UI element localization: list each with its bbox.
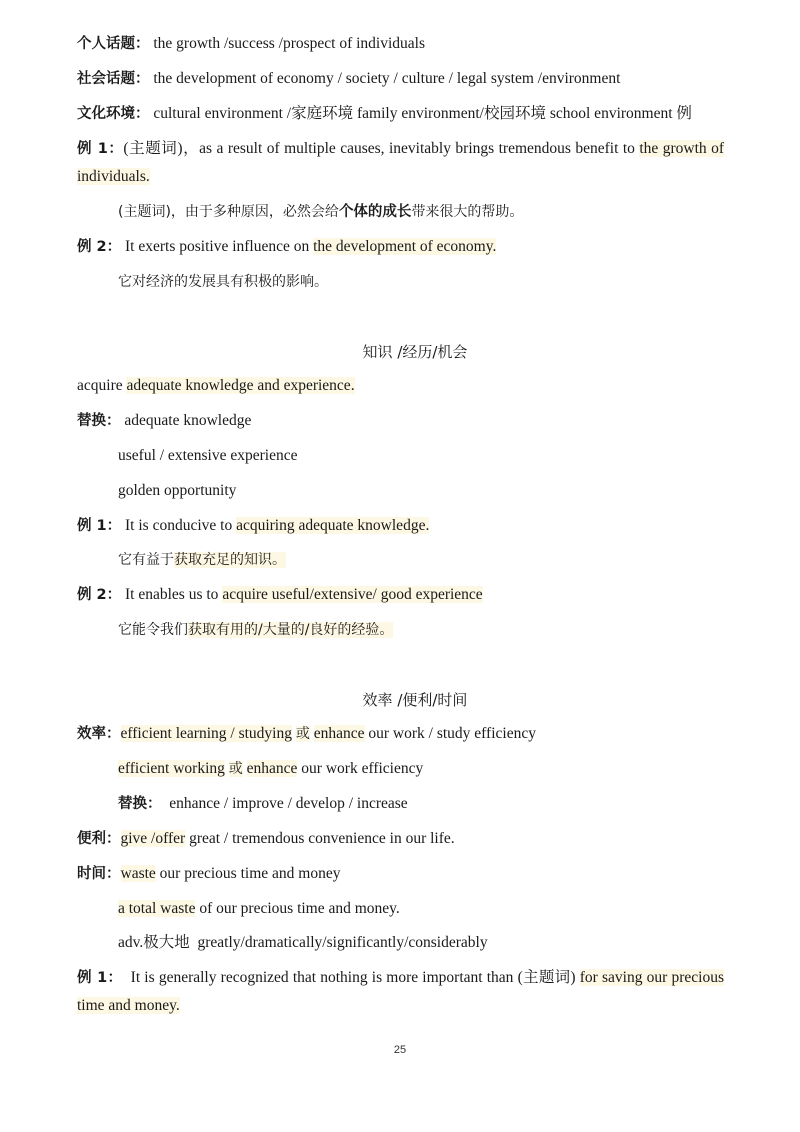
- knowledge-example-2: [77, 581, 724, 609]
- knowledge-example-2-label: 例 2：: [77, 587, 122, 603]
- example-1-label: 例 1：: [77, 141, 124, 157]
- time-2-highlight: a total waste: [118, 900, 196, 917]
- convenience-rest: great / tremendous convenience in our life.: [185, 830, 455, 847]
- knowledge-intro-pre: acquire: [77, 377, 127, 394]
- time-label: 时间：: [77, 866, 121, 882]
- knowledge-example-1-label: 例 1：: [77, 518, 122, 534]
- efficiency-replace-line: [118, 790, 724, 818]
- convenience-highlight: give /offer: [120, 830, 186, 847]
- example-1-zh-bold: 个体的成长: [338, 204, 412, 220]
- knowledge-example-2-zh-pre: 它能令我们: [118, 622, 188, 638]
- page-number: 25: [393, 1044, 407, 1056]
- knowledge-example-1-translation: [118, 546, 724, 574]
- adverb-line: [118, 929, 724, 957]
- efficiency-example-1-text: It is generally recognized that nothing is more important than (主题词): [130, 969, 580, 986]
- adverb-text: greatly/dramatically/significantly/considerably: [197, 934, 488, 951]
- knowledge-intro-highlight: adequate knowledge and experience.: [126, 377, 355, 394]
- time-line-2: [118, 895, 724, 923]
- convenience-label: 便利：: [77, 831, 121, 847]
- efficiency-line-2: [118, 755, 724, 783]
- efficiency-replace-text: enhance / improve / develop / increase: [169, 795, 408, 812]
- efficiency-example-1: [77, 964, 724, 1020]
- knowledge-section-heading: 知识 /经历/机会: [362, 343, 468, 361]
- social-topic-label: 社会话题：: [77, 71, 150, 87]
- efficiency-section-heading: 效率 /便利/时间: [362, 691, 468, 709]
- efficiency-highlight-1: efficient learning / studying: [120, 725, 292, 742]
- time-rest: our precious time and money: [155, 865, 341, 882]
- example-2: [77, 233, 724, 261]
- time-2-rest: of our precious time and money.: [195, 900, 400, 917]
- efficiency-or: 或: [295, 726, 310, 742]
- example-1: [77, 135, 724, 191]
- knowledge-example-1-zh-highlight: 获取充足的知识。: [174, 552, 286, 568]
- personal-topic-label: 个人话题：: [77, 36, 150, 52]
- efficiency-label: 效率：: [77, 726, 121, 742]
- efficiency-highlight-2: enhance: [313, 725, 365, 742]
- knowledge-replace-item-3: golden opportunity: [118, 482, 237, 499]
- efficiency-2-or: 或: [228, 761, 243, 777]
- example-2-zh: 它对经济的发展具有积极的影响。: [118, 274, 328, 290]
- efficiency-example-1-highlight: for saving our precious time and money.: [77, 969, 724, 1014]
- knowledge-replace-label: 替换：: [77, 413, 121, 429]
- efficiency-rest: our work / study efficiency: [364, 725, 536, 742]
- efficiency-line: [77, 720, 724, 748]
- efficiency-replace-label: 替换：: [118, 796, 162, 812]
- efficiency-2-highlight-1: efficient working: [118, 760, 225, 777]
- knowledge-example-1: [77, 512, 724, 540]
- social-topic-text: the development of economy / society / culture / legal system /environment: [153, 70, 621, 87]
- knowledge-intro: [77, 372, 724, 400]
- knowledge-example-1-zh-pre: 它有益于: [118, 552, 174, 568]
- example-1-highlight: the growth of: [639, 140, 724, 157]
- personal-topic-line: [77, 30, 724, 58]
- knowledge-example-1-highlight: acquiring adequate knowledge.: [236, 517, 430, 534]
- example-2-highlight: the development of economy.: [313, 238, 497, 255]
- knowledge-replace-item: adequate knowledge: [124, 412, 252, 429]
- social-topic-line: [77, 65, 724, 93]
- example-1-zh-pre: (主题词)，由于多种原因，必然会给: [118, 204, 339, 220]
- example-1-translation: [118, 198, 724, 226]
- efficiency-2-rest: our work efficiency: [297, 760, 424, 777]
- knowledge-example-2-zh-highlight: 获取有用的/大量的/良好的经验。: [188, 622, 394, 638]
- knowledge-example-2-text: It enables us to: [125, 586, 223, 603]
- personal-topic-text: the growth /success /prospect of individuals: [153, 35, 426, 52]
- example-1-text: (主题词)，as a result of multiple causes, inevitably brings tremendous benefit to: [123, 140, 640, 157]
- knowledge-replace-line: [77, 407, 724, 435]
- example-1-zh-post: 带来很大的帮助。: [411, 204, 524, 220]
- example-2-text: It exerts positive influence on: [125, 238, 314, 255]
- time-line: [77, 860, 724, 888]
- time-highlight: waste: [120, 865, 156, 882]
- knowledge-example-1-text: It is conducive to: [125, 517, 237, 534]
- example-2-translation: [118, 268, 724, 296]
- knowledge-example-2-highlight: acquire useful/extensive/ good experience: [222, 586, 483, 603]
- convenience-line: [77, 825, 724, 853]
- efficiency-2-highlight-2: enhance: [246, 760, 298, 777]
- example-2-label: 例 2：: [77, 239, 122, 255]
- efficiency-example-1-label: 例 1：: [77, 970, 123, 986]
- culture-topic-line: [77, 100, 724, 128]
- culture-topic-label: 文化环境：: [77, 106, 150, 122]
- culture-topic-text: cultural environment /家庭环境 family environment/校园环境 school environment 例: [153, 105, 692, 122]
- adverb-label: adv.极大地: [118, 934, 190, 951]
- knowledge-example-2-translation: [118, 616, 724, 644]
- example-1-highlight-2: individuals.: [77, 168, 150, 185]
- knowledge-replace-item-2: useful / extensive experience: [118, 447, 298, 464]
